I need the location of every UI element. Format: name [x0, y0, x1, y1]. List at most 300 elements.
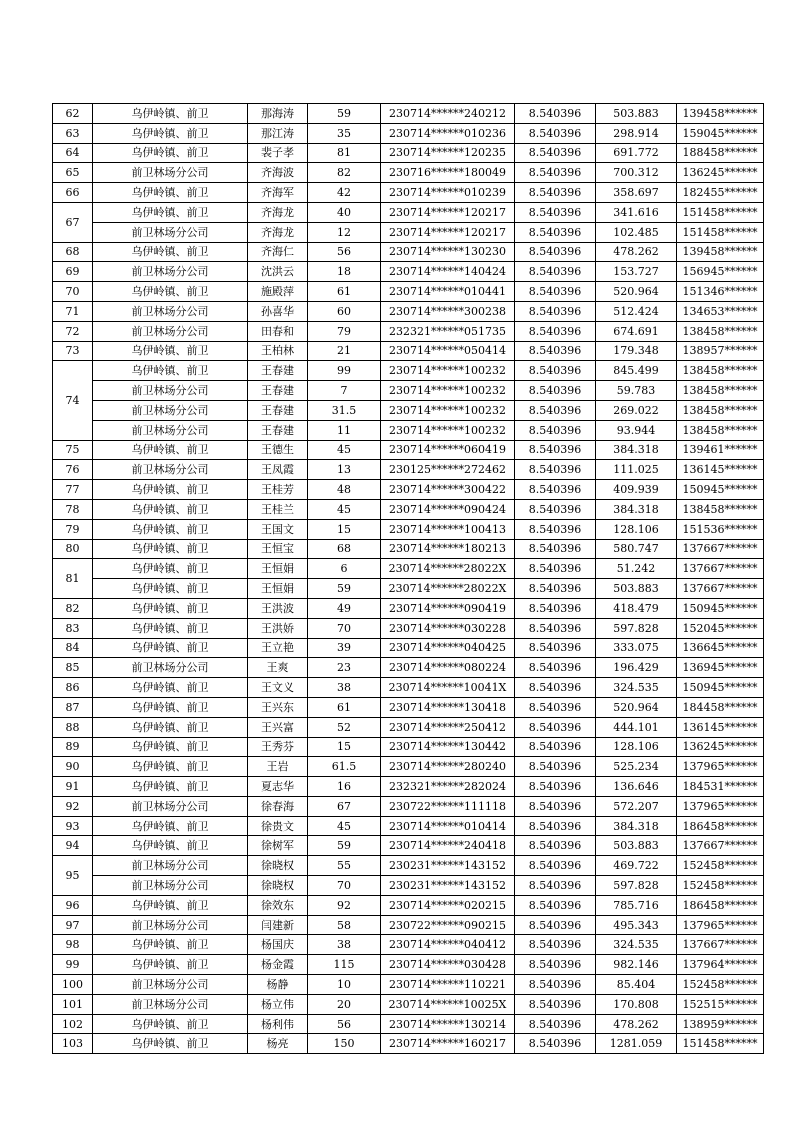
- id-number-cell: 230714******280240: [381, 757, 515, 777]
- id-number-cell: 230714******250412: [381, 717, 515, 737]
- rate-cell: 8.540396: [515, 163, 596, 183]
- org-cell: 乌伊岭镇、前卫: [93, 183, 248, 203]
- org-cell: 乌伊岭镇、前卫: [93, 618, 248, 638]
- rate-cell: 8.540396: [515, 895, 596, 915]
- amount-cell: 503.883: [596, 579, 677, 599]
- rate-cell: 8.540396: [515, 994, 596, 1014]
- rate-cell: 8.540396: [515, 975, 596, 995]
- id-number-cell: 230714******160217: [381, 1034, 515, 1054]
- name-cell: 王兴富: [248, 717, 308, 737]
- org-cell: 乌伊岭镇、前卫: [93, 539, 248, 559]
- table-row: [53, 222, 764, 242]
- row-number-cell: 87: [53, 697, 93, 717]
- id-number-cell: 230231******143152: [381, 856, 515, 876]
- org-cell: 乌伊岭镇、前卫: [93, 955, 248, 975]
- amount-cell: 196.429: [596, 658, 677, 678]
- id-number-cell: 230714******240418: [381, 836, 515, 856]
- table-row: [53, 638, 764, 658]
- org-cell: 前卫林场分公司: [93, 420, 248, 440]
- area-cell: 55: [308, 856, 381, 876]
- table-row: [53, 341, 764, 361]
- name-cell: 孙喜华: [248, 301, 308, 321]
- id-number-cell: 230714******090424: [381, 499, 515, 519]
- area-cell: 35: [308, 123, 381, 143]
- phone-cell: 152458******: [677, 856, 764, 876]
- name-cell: 杨利伟: [248, 1014, 308, 1034]
- org-cell: 前卫林场分公司: [93, 381, 248, 401]
- name-cell: 施殿萍: [248, 282, 308, 302]
- area-cell: 38: [308, 678, 381, 698]
- org-cell: 乌伊岭镇、前卫: [93, 242, 248, 262]
- area-cell: 12: [308, 222, 381, 242]
- id-number-cell: 230714******010441: [381, 282, 515, 302]
- table-row: [53, 915, 764, 935]
- rate-cell: 8.540396: [515, 202, 596, 222]
- table-row: [53, 975, 764, 995]
- org-cell: 乌伊岭镇、前卫: [93, 499, 248, 519]
- name-cell: 王文义: [248, 678, 308, 698]
- org-cell: 前卫林场分公司: [93, 460, 248, 480]
- org-cell: 乌伊岭镇、前卫: [93, 480, 248, 500]
- area-cell: 40: [308, 202, 381, 222]
- phone-cell: 136245******: [677, 737, 764, 757]
- table-row: [53, 143, 764, 163]
- id-number-cell: 230714******300238: [381, 301, 515, 321]
- row-number-cell: 67: [53, 202, 93, 242]
- area-cell: 21: [308, 341, 381, 361]
- row-number-cell: 79: [53, 519, 93, 539]
- rate-cell: 8.540396: [515, 420, 596, 440]
- table-row: [53, 816, 764, 836]
- org-cell: 乌伊岭镇、前卫: [93, 519, 248, 539]
- name-cell: 王洪娇: [248, 618, 308, 638]
- id-number-cell: 230714******100232: [381, 400, 515, 420]
- row-number-cell: 75: [53, 440, 93, 460]
- amount-cell: 85.404: [596, 975, 677, 995]
- amount-cell: 469.722: [596, 856, 677, 876]
- org-cell: 前卫林场分公司: [93, 658, 248, 678]
- rate-cell: 8.540396: [515, 757, 596, 777]
- area-cell: 59: [308, 836, 381, 856]
- name-cell: 齐海龙: [248, 202, 308, 222]
- area-cell: 82: [308, 163, 381, 183]
- amount-cell: 785.716: [596, 895, 677, 915]
- org-cell: 乌伊岭镇、前卫: [93, 757, 248, 777]
- rate-cell: 8.540396: [515, 301, 596, 321]
- id-number-cell: 230714******010414: [381, 816, 515, 836]
- rate-cell: 8.540396: [515, 678, 596, 698]
- rate-cell: 8.540396: [515, 381, 596, 401]
- row-number-cell: 88: [53, 717, 93, 737]
- amount-cell: 59.783: [596, 381, 677, 401]
- table-row: [53, 717, 764, 737]
- area-cell: 99: [308, 361, 381, 381]
- org-cell: 乌伊岭镇、前卫: [93, 1014, 248, 1034]
- rate-cell: 8.540396: [515, 1034, 596, 1054]
- amount-cell: 597.828: [596, 618, 677, 638]
- id-number-cell: 230714******020215: [381, 895, 515, 915]
- rate-cell: 8.540396: [515, 341, 596, 361]
- phone-cell: 139458******: [677, 104, 764, 124]
- phone-cell: 137667******: [677, 539, 764, 559]
- phone-cell: 188458******: [677, 143, 764, 163]
- phone-cell: 138458******: [677, 400, 764, 420]
- name-cell: 王桂兰: [248, 499, 308, 519]
- phone-cell: 152045******: [677, 618, 764, 638]
- org-cell: 乌伊岭镇、前卫: [93, 638, 248, 658]
- id-number-cell: 230714******010239: [381, 183, 515, 203]
- rate-cell: 8.540396: [515, 539, 596, 559]
- table-row: [53, 598, 764, 618]
- row-number-cell: 95: [53, 856, 93, 896]
- phone-cell: 137667******: [677, 836, 764, 856]
- id-number-cell: 230714******28022X: [381, 579, 515, 599]
- rate-cell: 8.540396: [515, 282, 596, 302]
- table-row: [53, 618, 764, 638]
- name-cell: 夏志华: [248, 777, 308, 797]
- rate-cell: 8.540396: [515, 935, 596, 955]
- name-cell: 王爽: [248, 658, 308, 678]
- phone-cell: 137965******: [677, 915, 764, 935]
- row-number-cell: 82: [53, 598, 93, 618]
- row-number-cell: 64: [53, 143, 93, 163]
- table-row: [53, 777, 764, 797]
- row-number-cell: 103: [53, 1034, 93, 1054]
- area-cell: 115: [308, 955, 381, 975]
- name-cell: 徐效东: [248, 895, 308, 915]
- id-number-cell: 230714******080224: [381, 658, 515, 678]
- row-number-cell: 85: [53, 658, 93, 678]
- name-cell: 王岩: [248, 757, 308, 777]
- phone-cell: 150945******: [677, 598, 764, 618]
- amount-cell: 845.499: [596, 361, 677, 381]
- area-cell: 13: [308, 460, 381, 480]
- name-cell: 王春建: [248, 361, 308, 381]
- phone-cell: 136645******: [677, 638, 764, 658]
- amount-cell: 478.262: [596, 1014, 677, 1034]
- table-row: [53, 163, 764, 183]
- name-cell: 徐春海: [248, 796, 308, 816]
- org-cell: 乌伊岭镇、前卫: [93, 1034, 248, 1054]
- rate-cell: 8.540396: [515, 499, 596, 519]
- table-row: [53, 1034, 764, 1054]
- amount-cell: 128.106: [596, 519, 677, 539]
- phone-cell: 186458******: [677, 895, 764, 915]
- id-number-cell: 230231******143152: [381, 876, 515, 896]
- row-number-cell: 76: [53, 460, 93, 480]
- org-cell: 乌伊岭镇、前卫: [93, 717, 248, 737]
- row-number-cell: 93: [53, 816, 93, 836]
- area-cell: 67: [308, 796, 381, 816]
- org-cell: 乌伊岭镇、前卫: [93, 777, 248, 797]
- phone-cell: 159045******: [677, 123, 764, 143]
- phone-cell: 137965******: [677, 796, 764, 816]
- phone-cell: 151346******: [677, 282, 764, 302]
- row-number-cell: 63: [53, 123, 93, 143]
- name-cell: 王立艳: [248, 638, 308, 658]
- area-cell: 56: [308, 1014, 381, 1034]
- name-cell: 王国文: [248, 519, 308, 539]
- area-cell: 45: [308, 440, 381, 460]
- table-row: [53, 658, 764, 678]
- phone-cell: 138959******: [677, 1014, 764, 1034]
- table-row: [53, 955, 764, 975]
- name-cell: 王凤霞: [248, 460, 308, 480]
- phone-cell: 139458******: [677, 242, 764, 262]
- id-number-cell: 230714******180213: [381, 539, 515, 559]
- area-cell: 150: [308, 1034, 381, 1054]
- rate-cell: 8.540396: [515, 658, 596, 678]
- table-row: [53, 321, 764, 341]
- phone-cell: 137965******: [677, 757, 764, 777]
- area-cell: 60: [308, 301, 381, 321]
- phone-cell: 139461******: [677, 440, 764, 460]
- phone-cell: 184531******: [677, 777, 764, 797]
- id-number-cell: 230714******300422: [381, 480, 515, 500]
- name-cell: 田春和: [248, 321, 308, 341]
- row-number-cell: 97: [53, 915, 93, 935]
- area-cell: 49: [308, 598, 381, 618]
- phone-cell: 136145******: [677, 460, 764, 480]
- id-number-cell: 230714******130214: [381, 1014, 515, 1034]
- org-cell: 乌伊岭镇、前卫: [93, 895, 248, 915]
- phone-cell: 137667******: [677, 935, 764, 955]
- table-row: [53, 519, 764, 539]
- table-row: [53, 282, 764, 302]
- amount-cell: 525.234: [596, 757, 677, 777]
- id-number-cell: 230714******090419: [381, 598, 515, 618]
- table-row: [53, 262, 764, 282]
- id-number-cell: 230714******110221: [381, 975, 515, 995]
- table-row: [53, 242, 764, 262]
- name-cell: 沈洪云: [248, 262, 308, 282]
- id-number-cell: 230714******120217: [381, 222, 515, 242]
- table-row: [53, 539, 764, 559]
- id-number-cell: 232321******051735: [381, 321, 515, 341]
- amount-cell: 597.828: [596, 876, 677, 896]
- org-cell: 乌伊岭镇、前卫: [93, 123, 248, 143]
- rate-cell: 8.540396: [515, 638, 596, 658]
- phone-cell: 138458******: [677, 321, 764, 341]
- rate-cell: 8.540396: [515, 400, 596, 420]
- table-row: [53, 935, 764, 955]
- row-number-cell: 91: [53, 777, 93, 797]
- phone-cell: 138458******: [677, 361, 764, 381]
- id-number-cell: 230714******100232: [381, 381, 515, 401]
- phone-cell: 138458******: [677, 499, 764, 519]
- rate-cell: 8.540396: [515, 262, 596, 282]
- phone-cell: 137667******: [677, 579, 764, 599]
- phone-cell: 151458******: [677, 202, 764, 222]
- table-row: [53, 737, 764, 757]
- name-cell: 王春建: [248, 420, 308, 440]
- rate-cell: 8.540396: [515, 836, 596, 856]
- area-cell: 39: [308, 638, 381, 658]
- id-number-cell: 230714******10041X: [381, 678, 515, 698]
- rate-cell: 8.540396: [515, 242, 596, 262]
- name-cell: 王秀芬: [248, 737, 308, 757]
- area-cell: 11: [308, 420, 381, 440]
- amount-cell: 111.025: [596, 460, 677, 480]
- amount-cell: 341.616: [596, 202, 677, 222]
- area-cell: 31.5: [308, 400, 381, 420]
- rate-cell: 8.540396: [515, 559, 596, 579]
- amount-cell: 93.944: [596, 420, 677, 440]
- rate-cell: 8.540396: [515, 579, 596, 599]
- area-cell: 70: [308, 618, 381, 638]
- id-number-cell: 232321******282024: [381, 777, 515, 797]
- area-cell: 42: [308, 183, 381, 203]
- rate-cell: 8.540396: [515, 737, 596, 757]
- id-number-cell: 230714******130418: [381, 697, 515, 717]
- rate-cell: 8.540396: [515, 777, 596, 797]
- id-number-cell: 230714******140424: [381, 262, 515, 282]
- table-row: [53, 183, 764, 203]
- table-row: [53, 876, 764, 896]
- rate-cell: 8.540396: [515, 321, 596, 341]
- id-number-cell: 230714******130230: [381, 242, 515, 262]
- row-number-cell: 81: [53, 559, 93, 599]
- table-row: [53, 499, 764, 519]
- area-cell: 15: [308, 519, 381, 539]
- area-cell: 81: [308, 143, 381, 163]
- phone-cell: 152458******: [677, 876, 764, 896]
- amount-cell: 51.242: [596, 559, 677, 579]
- amount-cell: 503.883: [596, 104, 677, 124]
- area-cell: 70: [308, 876, 381, 896]
- row-number-cell: 62: [53, 104, 93, 124]
- row-number-cell: 90: [53, 757, 93, 777]
- rate-cell: 8.540396: [515, 598, 596, 618]
- name-cell: 王桂芳: [248, 480, 308, 500]
- amount-cell: 358.697: [596, 183, 677, 203]
- area-cell: 16: [308, 777, 381, 797]
- amount-cell: 691.772: [596, 143, 677, 163]
- name-cell: 王德生: [248, 440, 308, 460]
- table-row: [53, 836, 764, 856]
- area-cell: 59: [308, 104, 381, 124]
- rate-cell: 8.540396: [515, 816, 596, 836]
- org-cell: 乌伊岭镇、前卫: [93, 341, 248, 361]
- area-cell: 6: [308, 559, 381, 579]
- rate-cell: 8.540396: [515, 104, 596, 124]
- row-number-cell: 69: [53, 262, 93, 282]
- table-row: [53, 994, 764, 1014]
- org-cell: 前卫林场分公司: [93, 915, 248, 935]
- area-cell: 20: [308, 994, 381, 1014]
- org-cell: 乌伊岭镇、前卫: [93, 202, 248, 222]
- row-number-cell: 98: [53, 935, 93, 955]
- table-row: [53, 400, 764, 420]
- amount-cell: 324.535: [596, 935, 677, 955]
- amount-cell: 333.075: [596, 638, 677, 658]
- rate-cell: 8.540396: [515, 618, 596, 638]
- table-row: [53, 361, 764, 381]
- org-cell: 乌伊岭镇、前卫: [93, 935, 248, 955]
- row-number-cell: 84: [53, 638, 93, 658]
- area-cell: 68: [308, 539, 381, 559]
- row-number-cell: 73: [53, 341, 93, 361]
- area-cell: 92: [308, 895, 381, 915]
- amount-cell: 520.964: [596, 282, 677, 302]
- id-number-cell: 230714******28022X: [381, 559, 515, 579]
- area-cell: 45: [308, 816, 381, 836]
- id-number-cell: 230714******040412: [381, 935, 515, 955]
- row-number-cell: 71: [53, 301, 93, 321]
- table-row: [53, 796, 764, 816]
- amount-cell: 409.939: [596, 480, 677, 500]
- name-cell: 齐海波: [248, 163, 308, 183]
- amount-cell: 700.312: [596, 163, 677, 183]
- phone-cell: 137667******: [677, 559, 764, 579]
- org-cell: 乌伊岭镇、前卫: [93, 697, 248, 717]
- org-cell: 乌伊岭镇、前卫: [93, 598, 248, 618]
- table-row: [53, 460, 764, 480]
- table-row: [53, 420, 764, 440]
- table-row: [53, 559, 764, 579]
- org-cell: 前卫林场分公司: [93, 400, 248, 420]
- id-number-cell: 230714******100232: [381, 420, 515, 440]
- area-cell: 61.5: [308, 757, 381, 777]
- phone-cell: 136945******: [677, 658, 764, 678]
- id-number-cell: 230714******030228: [381, 618, 515, 638]
- table-row: [53, 757, 764, 777]
- table-row: [53, 301, 764, 321]
- name-cell: 那海涛: [248, 104, 308, 124]
- name-cell: 杨静: [248, 975, 308, 995]
- table-row: [53, 202, 764, 222]
- name-cell: 徐树军: [248, 836, 308, 856]
- row-number-cell: 100: [53, 975, 93, 995]
- id-number-cell: 230714******040425: [381, 638, 515, 658]
- org-cell: 乌伊岭镇、前卫: [93, 104, 248, 124]
- org-cell: 乌伊岭镇、前卫: [93, 440, 248, 460]
- org-cell: 前卫林场分公司: [93, 301, 248, 321]
- name-cell: 杨国庆: [248, 935, 308, 955]
- row-number-cell: 102: [53, 1014, 93, 1034]
- amount-cell: 324.535: [596, 678, 677, 698]
- name-cell: 杨金霞: [248, 955, 308, 975]
- name-cell: 徐晓权: [248, 876, 308, 896]
- area-cell: 7: [308, 381, 381, 401]
- name-cell: 王洪波: [248, 598, 308, 618]
- name-cell: 裴子孝: [248, 143, 308, 163]
- amount-cell: 384.318: [596, 816, 677, 836]
- area-cell: 56: [308, 242, 381, 262]
- org-cell: 前卫林场分公司: [93, 321, 248, 341]
- name-cell: 王恒宝: [248, 539, 308, 559]
- phone-cell: 136145******: [677, 717, 764, 737]
- row-number-cell: 92: [53, 796, 93, 816]
- name-cell: 齐海龙: [248, 222, 308, 242]
- table-row: [53, 104, 764, 124]
- id-number-cell: 230714******060419: [381, 440, 515, 460]
- amount-cell: 298.914: [596, 123, 677, 143]
- org-cell: 乌伊岭镇、前卫: [93, 737, 248, 757]
- org-cell: 前卫林场分公司: [93, 994, 248, 1014]
- amount-cell: 269.022: [596, 400, 677, 420]
- name-cell: 闫建新: [248, 915, 308, 935]
- table-row: [53, 697, 764, 717]
- rate-cell: 8.540396: [515, 440, 596, 460]
- rate-cell: 8.540396: [515, 519, 596, 539]
- row-number-cell: 65: [53, 163, 93, 183]
- id-number-cell: 230714******050414: [381, 341, 515, 361]
- phone-cell: 138957******: [677, 341, 764, 361]
- amount-cell: 102.485: [596, 222, 677, 242]
- org-cell: 乌伊岭镇、前卫: [93, 559, 248, 579]
- name-cell: 王春建: [248, 400, 308, 420]
